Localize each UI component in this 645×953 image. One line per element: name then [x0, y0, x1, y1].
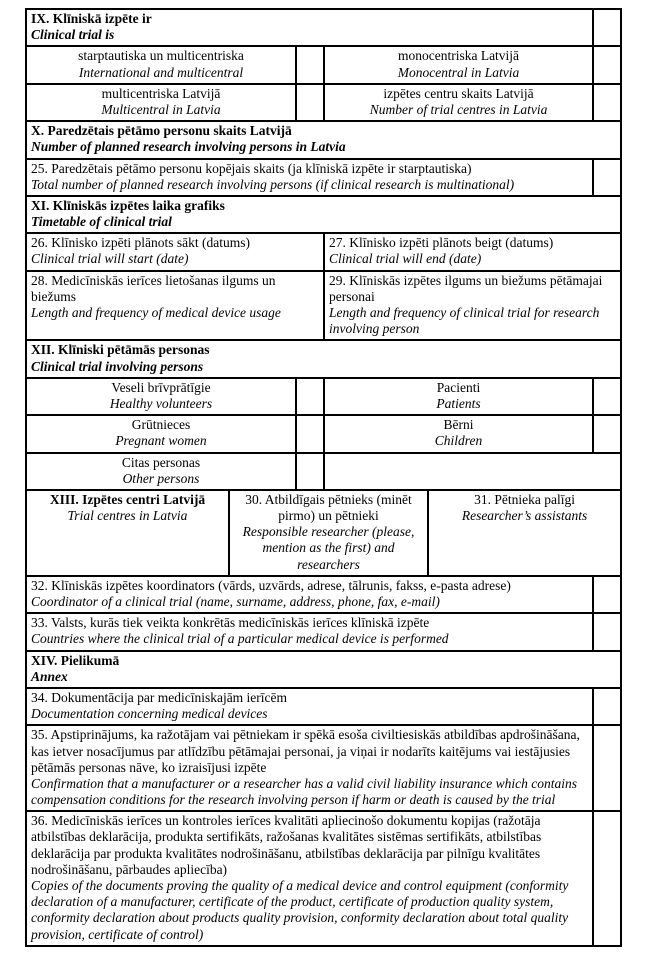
- row-xii-options-3: [26, 453, 621, 490]
- checkbox-patients[interactable]: [593, 378, 621, 415]
- option-centres-count-en: Number of trial centres in Latvia: [369, 101, 548, 117]
- question-26-en: Clinical trial will start (date): [31, 251, 189, 267]
- option-other-persons-lv: Citas personas: [121, 454, 201, 470]
- clinical-trial-form-table: [25, 8, 622, 947]
- row-question-32: [26, 576, 621, 613]
- question-27-lv: 27. Klīnisko izpēti plānots beigt (datums): [329, 235, 554, 251]
- question-35-en: Confirmation that a manufacturer or a researcher has a valid civil liability insurance which contains compensation conditions for the research involving person if harm or death is caused by the trial: [31, 775, 577, 808]
- option-children-cell: [324, 415, 593, 452]
- question-25-cell: [26, 159, 593, 196]
- row-section-xii: [26, 340, 621, 377]
- row-ix-options-2: [26, 84, 621, 121]
- option-multicentral-lv: multicentriska Latvijā: [101, 85, 221, 101]
- option-monocentral-lv: monocentriska Latvijā: [397, 48, 520, 64]
- question-27-cell: [324, 233, 621, 270]
- question-29-lv: 29. Klīniskās izpētes ilgums un biežums pētāmajai personai: [329, 272, 603, 304]
- section-xi-header-cell: [26, 196, 621, 233]
- row-question-25: [26, 159, 621, 196]
- question-27-en: Clinical trial will end (date): [329, 251, 482, 267]
- question-25-lv: 25. Paredzētais pētāmo personu kopējais skaits (ja klīniskā izpēte ir starptautiska): [31, 160, 472, 176]
- row-xii-options-2: [26, 415, 621, 452]
- option-other-persons-cell: [26, 453, 296, 490]
- section-ix-title-lv: IX. Klīniskā izpēte ir: [31, 11, 152, 26]
- question-33-cell: [26, 613, 593, 650]
- row-question-36: [26, 811, 621, 946]
- option-healthy-volunteers-en: Healthy volunteers: [109, 395, 213, 411]
- row-question-34: [26, 688, 621, 725]
- row-section-ix: [26, 9, 621, 46]
- question-36-cell: [26, 811, 593, 946]
- answer-box-34[interactable]: [593, 688, 621, 725]
- section-x-header-cell: [26, 121, 621, 158]
- option-centres-count-cell: [324, 84, 593, 121]
- row-xii-options-1: [26, 378, 621, 415]
- question-31-lv: 31. Pētnieka palīgi: [474, 491, 575, 507]
- question-32-en: Coordinator of a clinical trial (name, surname, address, phone, fax, e-mail): [31, 594, 440, 609]
- row-question-35: [26, 725, 621, 811]
- option-pregnant-women-lv: Grūtnieces: [131, 417, 191, 433]
- question-25-en: Total number of planned research involving persons (if clinical research is multinational): [31, 176, 515, 192]
- row-section-x: [26, 121, 621, 158]
- row-question-33: [26, 613, 621, 650]
- question-28-lv: 28. Medicīniskās ierīces lietošanas ilgums un biežums: [31, 272, 276, 304]
- option-other-persons-en: Other persons: [122, 470, 200, 486]
- other-persons-empty-cell: [324, 453, 621, 490]
- option-patients-cell: [324, 378, 593, 415]
- section-xiv-title-lv: XIV. Pielikumā: [31, 652, 120, 668]
- option-healthy-volunteers-cell: [26, 378, 296, 415]
- option-healthy-volunteers-lv: Veseli brīvprātīgie: [111, 379, 211, 395]
- option-monocentral-en: Monocentral in Latvia: [397, 64, 520, 80]
- question-34-lv: 34. Dokumentācija par medicīniskajām ierīcēm: [31, 689, 288, 705]
- answer-box-35[interactable]: [593, 725, 621, 811]
- section-xii-title-en: Clinical trial involving persons: [31, 358, 204, 374]
- question-34-en: Documentation concerning medical devices: [31, 706, 268, 722]
- option-international-en: International and multicentral: [78, 64, 244, 80]
- question-28-en: Length and frequency of medical device usage: [31, 305, 281, 320]
- option-multicentral-en: Multicentral in Latvia: [101, 101, 221, 117]
- question-29-cell: [324, 271, 621, 341]
- option-multicentral-cell: [26, 84, 296, 121]
- question-34-cell: [26, 688, 593, 725]
- question-30-lv: 30. Atbildīgais pētnieks (minēt pirmo) un pētnieki: [245, 491, 412, 524]
- option-children-lv: Bērni: [443, 417, 474, 433]
- question-29-en: Length and frequency of clinical trial for research involving person: [329, 305, 600, 337]
- row-questions-28-29: [26, 271, 621, 341]
- option-pregnant-women-en: Pregnant women: [115, 433, 207, 449]
- section-xiv-title-en: Annex: [31, 668, 68, 684]
- checkbox-healthy-volunteers[interactable]: [296, 378, 324, 415]
- answer-box-25[interactable]: [593, 159, 621, 196]
- row-ix-options-1: [26, 46, 621, 83]
- question-32-lv: 32. Klīniskās izpētes koordinators (vārds, uzvārds, adrese, tālrunis, fakss, e-pasta adrese): [31, 577, 511, 593]
- section-xii-title-lv: XII. Klīniski pētāmās personas: [31, 342, 210, 358]
- row-section-xiv: [26, 651, 621, 688]
- option-pregnant-women-cell: [26, 415, 296, 452]
- answer-box-section-ix[interactable]: [593, 9, 621, 46]
- section-ix-header-cell: [26, 9, 593, 46]
- checkbox-international[interactable]: [296, 46, 324, 83]
- option-children-en: Children: [434, 433, 483, 449]
- answer-box-33[interactable]: [593, 613, 621, 650]
- question-32-cell: [26, 576, 593, 613]
- section-xiii-title-en: Trial centres in Latvia: [67, 508, 188, 524]
- section-xi-title-en: Timetable of clinical trial: [31, 214, 172, 230]
- trial-centres-header-cell: [26, 490, 229, 576]
- question-30-cell: [229, 490, 428, 576]
- question-35-cell: [26, 725, 593, 811]
- checkbox-other-persons[interactable]: [296, 453, 324, 490]
- section-xiv-header-cell: [26, 651, 621, 688]
- answer-box-centres-count[interactable]: [593, 84, 621, 121]
- question-30-en: Responsible researcher (please, mention as the first) and researchers: [242, 524, 415, 572]
- question-33-en: Countries where the clinical trial of a particular medical device is performed: [31, 631, 449, 647]
- section-xi-title-lv: XI. Klīniskās izpētes laika grafiks: [31, 197, 225, 213]
- question-31-en: Researcher’s assistants: [461, 508, 588, 524]
- option-patients-en: Patients: [436, 395, 481, 411]
- section-xiii-title-lv: XIII. Izpētes centri Latvijā: [49, 491, 206, 507]
- question-26-lv: 26. Klīnisko izpēti plānots sākt (datums): [31, 235, 250, 251]
- row-section-xi: [26, 196, 621, 233]
- question-35-lv: 35. Apstiprinājums, ka ražotājam vai pētniekam ir spēkā esoša civiltiesiskās atbildības apdrošināšana, kas ietver nosacījumus par atlīdzību pētāmajai personai, ja viņai ir nodarīts kaitējums vai iestājusies pētāmās personas nāve, ko izraisījusi izpēte: [31, 727, 580, 775]
- row-section-xiii: [26, 490, 621, 576]
- checkbox-pregnant-women[interactable]: [296, 415, 324, 452]
- section-xii-header-cell: [26, 340, 621, 377]
- option-international-lv: starptautiska un multicentriska: [78, 48, 244, 64]
- checkbox-children[interactable]: [593, 415, 621, 452]
- answer-box-32[interactable]: [593, 576, 621, 613]
- question-36-lv: 36. Medicīniskās ierīces un kontroles ierīces kvalitāti apliecinošo dokumentu kopijas (ražotāja atbilstības deklarācija, produkta sertifikāts, ražošanas kvalitātes sistēmas sertifikāts, atbilstības deklarācija par produkta kvalitātes nodrošināšanu, atbilstības deklarācija par pilnīgu kvalitātes nodrošināšanu, pārbaudes apliecība): [31, 813, 542, 877]
- option-international-cell: [26, 46, 296, 83]
- checkbox-monocentral[interactable]: [593, 46, 621, 83]
- question-26-cell: [26, 233, 324, 270]
- row-questions-26-27: [26, 233, 621, 270]
- section-x-title-en: Number of planned research involving persons in Latvia: [31, 139, 346, 155]
- answer-box-36[interactable]: [593, 811, 621, 946]
- section-x-title-lv: X. Paredzētais pētāmo personu skaits Latvijā: [31, 123, 292, 139]
- question-28-cell: [26, 271, 324, 341]
- question-33-lv: 33. Valsts, kurās tiek veikta konkrētās medicīniskās ierīces klīniskā izpēte: [31, 615, 430, 631]
- section-ix-title-en: Clinical trial is: [31, 27, 115, 43]
- checkbox-multicentral[interactable]: [296, 84, 324, 121]
- option-monocentral-cell: [324, 46, 593, 83]
- question-31-cell: [428, 490, 621, 576]
- option-centres-count-lv: izpētes centru skaits Latvijā: [383, 85, 534, 101]
- option-patients-lv: Pacienti: [436, 379, 481, 395]
- question-36-en: Copies of the documents proving the quality of a medical device and control equipment (conformity declaration of a manufacturer, certificate of the product, certificate of production quality system, conformity declaration about products quality provision, conformity declaration about total quality provision, certificate of control): [31, 878, 569, 942]
